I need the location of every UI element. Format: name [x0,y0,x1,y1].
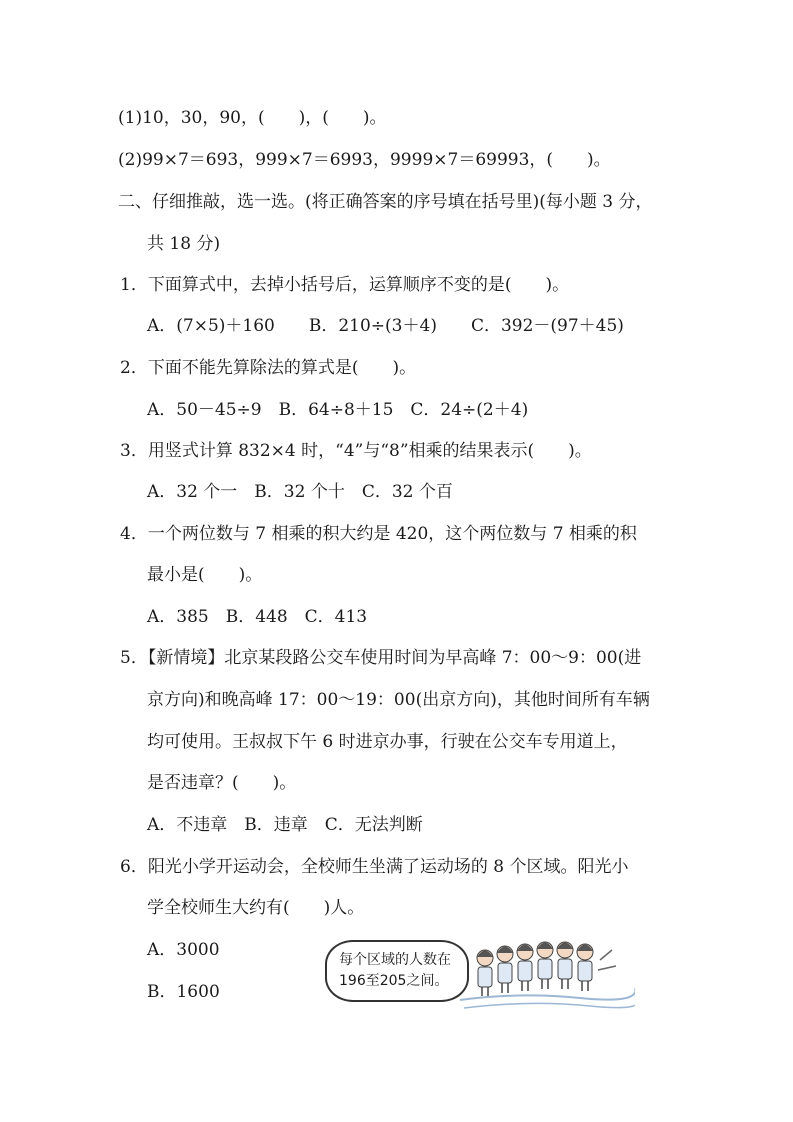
question-2-options: A．50－45÷9 B．64÷8＋15 C．24÷(2＋4) [147,400,529,420]
question-3-options: A．32 个一 B．32 个十 C．32 个百 [147,482,453,502]
speech-bubble-line-1: 每个区域的人数在 [339,952,451,968]
question-5-cont-3: 是否违章？( )。 [147,773,297,793]
question-6-option-a: A．3000 [147,940,220,960]
question-1-options: A．(7×5)＋160 B．210÷(3＋4) C．392－(97＋45) [147,316,624,336]
speech-bubble-line-2: 196至205之间。 [339,973,449,989]
question-5: 5．【新情境】北京某段路公交车使用时间为早高峰 7：00～9：00(进 [120,648,642,668]
sequence-question-2: (2)99×7＝693，999×7＝6993，9999×7＝69993，( )。 [118,150,611,170]
question-3: 3．用竖式计算 832×4 时，“4”与“8”相乘的结果表示( )。 [120,441,592,461]
group-of-children-illustration-icon [460,930,635,1015]
section-two-heading: 二、仔细推敲，选一选。(将正确答案的序号填在括号里)(每小题 3 分， [118,192,653,212]
question-5-cont-2: 均可使用。王叔叔下午 6 时进京办事，行驶在公交车专用道上， [147,732,628,752]
question-2: 2．下面不能先算除法的算式是( )。 [120,358,417,378]
question-6: 6．阳光小学开运动会，全校师生坐满了运动场的 8 个区域。阳光小 [120,857,629,877]
speech-bubble [325,940,469,1002]
question-4-cont: 最小是( )。 [147,565,263,585]
question-5-cont-1: 京方向)和晚高峰 17：00～19：00(出京方向)，其他时间所有车辆 [147,690,650,710]
question-5-options: A．不违章 B．违章 C．无法判断 [147,815,423,835]
question-6-cont: 学全校师生大约有( )人。 [147,898,365,918]
sequence-question-1: (1)10，30，90，( )，( )。 [118,108,387,128]
question-4: 4．一个两位数与 7 相乘的积大约是 420，这个两位数与 7 相乘的积 [120,524,637,544]
question-1: 1．下面算式中，去掉小括号后，运算顺序不变的是( )。 [120,275,570,295]
question-6-option-b: B．1600 [147,982,220,1002]
section-two-heading-cont: 共 18 分) [147,234,221,254]
question-4-options: A．385 B．448 C．413 [147,607,368,627]
